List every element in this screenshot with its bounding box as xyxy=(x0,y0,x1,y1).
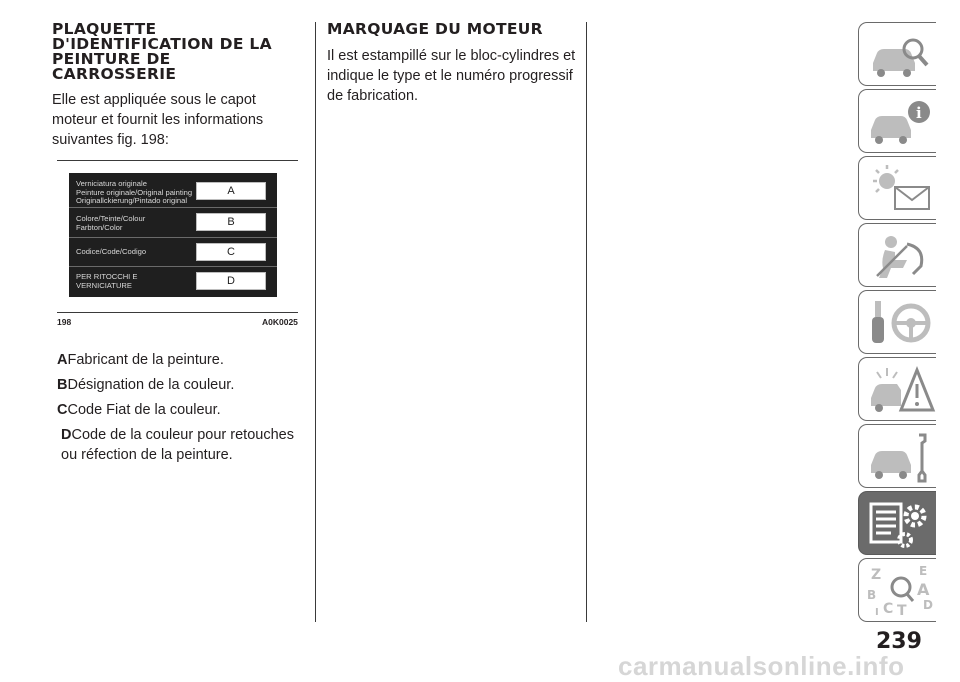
left-column xyxy=(52,22,300,150)
plate-label xyxy=(76,248,146,257)
tab-starting-driving[interactable] xyxy=(858,290,936,354)
svg-text:D: D xyxy=(923,598,933,612)
watermark: carmanualsonline.info xyxy=(618,651,905,681)
plate-box-c: C xyxy=(196,243,266,261)
middle-column xyxy=(327,22,577,106)
figure-legend xyxy=(57,350,302,470)
plate-label-line: Peinture originale/Original painting xyxy=(76,187,193,197)
heading-line: PEINTURE DE xyxy=(52,50,171,68)
car-breakdown-warning-icon xyxy=(867,364,931,416)
plate-label xyxy=(76,273,137,290)
tab-index[interactable] xyxy=(858,558,936,622)
key-steering-wheel-icon xyxy=(867,297,931,349)
column-divider xyxy=(315,22,316,622)
svg-text:E: E xyxy=(919,564,928,578)
legend-key: D xyxy=(61,427,72,443)
plate-row-c xyxy=(69,238,277,266)
plate-label xyxy=(76,180,192,206)
engine-marking-paragraph: Il est estampillé sur le bloc-cylindres et indique le type et le numéro progressif de fabrication. xyxy=(327,48,576,104)
plate-label-line: PER RITOCCHI E xyxy=(76,272,138,281)
legend-item xyxy=(57,425,302,465)
legend-item xyxy=(57,400,302,420)
alphabetical-index-icon xyxy=(867,565,931,617)
specifications-gear-icon xyxy=(867,498,931,550)
plate-label-line: Farbton/Color xyxy=(76,222,123,232)
svg-text:B: B xyxy=(867,588,877,602)
car-wrench-icon xyxy=(867,431,931,483)
section-heading-paint-plate xyxy=(52,22,300,82)
legend-item xyxy=(57,375,302,395)
tab-car-info[interactable] xyxy=(858,89,936,153)
figure-number: 198 xyxy=(57,317,72,327)
svg-text:I: I xyxy=(875,607,879,618)
plate-row-d xyxy=(69,267,277,297)
legend-key: B xyxy=(57,377,68,393)
svg-text:A: A xyxy=(917,580,930,599)
section-heading-engine-marking: MARQUAGE DU MOTEUR xyxy=(327,20,543,38)
tab-safety[interactable] xyxy=(858,223,936,287)
warning-light-message-icon xyxy=(867,163,931,215)
figure-bottom-rule xyxy=(57,312,298,313)
paint-identification-plate xyxy=(69,173,277,297)
tab-technical-specifications[interactable] xyxy=(858,491,936,555)
car-info-icon xyxy=(867,96,931,148)
plate-label-line: Codice/Code/Codigo xyxy=(76,247,147,256)
legend-text: Code Fiat de la couleur. xyxy=(67,402,221,418)
heading-line: CARROSSERIE xyxy=(52,65,177,83)
figure-code: A0K0025 xyxy=(262,317,298,327)
plate-label-line: VERNICIATURE xyxy=(76,280,132,290)
plate-label xyxy=(76,215,145,232)
figure-top-rule xyxy=(57,160,298,161)
plate-row-b xyxy=(69,208,277,238)
plate-box-b: B xyxy=(196,213,266,231)
plate-row-a xyxy=(69,173,277,207)
legend-text: Désignation de la couleur. xyxy=(67,377,235,393)
heading-line: D'IDENTIFICATION DE LA xyxy=(52,35,272,53)
plate-label-line: Verniciatura originale xyxy=(76,179,147,188)
svg-text:i: i xyxy=(916,104,922,122)
tab-maintenance[interactable] xyxy=(858,424,936,488)
column-divider xyxy=(586,22,587,622)
heading-line: PLAQUETTE xyxy=(52,20,157,38)
tab-car-search[interactable] xyxy=(858,22,936,86)
airbag-seat-icon xyxy=(867,230,931,282)
tab-emergency[interactable] xyxy=(858,357,936,421)
legend-key: A xyxy=(57,352,68,368)
svg-text:T: T xyxy=(897,603,907,619)
legend-item xyxy=(57,350,302,370)
legend-text: Fabricant de la peinture. xyxy=(67,352,224,368)
plate-box-d: D xyxy=(196,272,266,290)
car-search-icon xyxy=(867,29,931,81)
plate-label-line: Originallckierung/Pintado original xyxy=(76,196,188,206)
legend-text: Code de la couleur pour retouches ou réfection de la peinture. xyxy=(61,427,294,463)
plate-box-a: A xyxy=(196,182,266,200)
svg-text:C: C xyxy=(883,601,894,617)
legend-key: C xyxy=(57,402,68,418)
svg-text:Z: Z xyxy=(871,567,882,583)
plate-label-line: Colore/Teinte/Colour xyxy=(76,214,146,223)
page-number: 239 xyxy=(876,629,922,654)
intro-paragraph: Elle est appliquée sous le capot moteur et fournit les informations suivantes fig. 198: xyxy=(52,92,264,148)
tab-warning-lights[interactable] xyxy=(858,156,936,220)
